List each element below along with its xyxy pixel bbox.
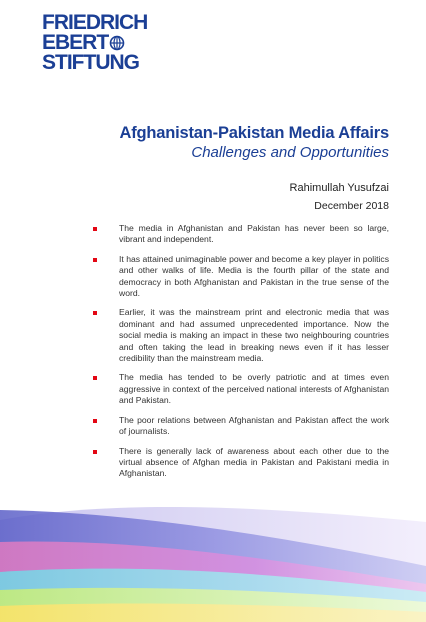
bullet-item — [93, 307, 389, 364]
title-block — [120, 123, 389, 163]
summary-bullet-list — [93, 223, 389, 488]
globe-icon — [109, 35, 125, 51]
logo-line-3: STIFTUNG — [42, 51, 139, 74]
publication-date: December 2018 — [314, 200, 389, 212]
bullet-square-icon — [93, 376, 97, 380]
bullet-square-icon — [93, 227, 97, 231]
author-block — [290, 181, 389, 213]
bullet-text: It has attained unimaginable power and become a key player in politics and other walks of life. Media is the fourth pillar of the state and democracy in both Afghanistan and Pakistan in the true sense of the word. — [119, 253, 389, 299]
bullet-text: The media has tended to be overly patriotic and at times even aggressive in context of the perceived national interests of Afghanistan and Pakistan. — [119, 372, 389, 406]
document-title: Afghanistan-Pakistan Media Affairs — [119, 124, 389, 142]
bullet-text: Earlier, it was the mainstream print and electronic media that was dominant and had assumed unprecedented importance. Now the social media is making an impact in these two neighbouring countries and often taking the lead in breaking news even if it has lesser credibility than the mainstream media. — [119, 307, 389, 364]
document-subtitle: Challenges and Opportunities — [191, 144, 389, 161]
bullet-text: There is generally lack of awareness about each other due to the virtual absence of Afghan media in Pakistan and Pakistani media in Afghanistan. — [119, 445, 389, 479]
bullet-item — [93, 372, 389, 406]
logo-line-2-text: EBERT — [42, 31, 109, 54]
bullet-item — [93, 223, 389, 246]
bullet-item — [93, 415, 389, 438]
author-name: Rahimullah Yusufzai — [289, 182, 389, 194]
bullet-square-icon — [93, 311, 97, 315]
bullet-text: The media in Afghanistan and Pakistan has never been so large, vibrant and independent. — [119, 223, 389, 245]
bullet-item — [93, 254, 389, 300]
logo-line-2 — [42, 33, 132, 53]
bullet-square-icon — [93, 450, 97, 454]
bullet-item — [93, 446, 389, 480]
decorative-wave-band — [0, 480, 426, 622]
fes-logo — [42, 11, 148, 74]
logo-line-1: FRIEDRICH — [42, 11, 148, 34]
bullet-text: The poor relations between Afghanistan and Pakistan affect the work of journalists. — [119, 414, 389, 437]
bullet-square-icon — [93, 258, 97, 262]
bullet-square-icon — [93, 419, 97, 423]
